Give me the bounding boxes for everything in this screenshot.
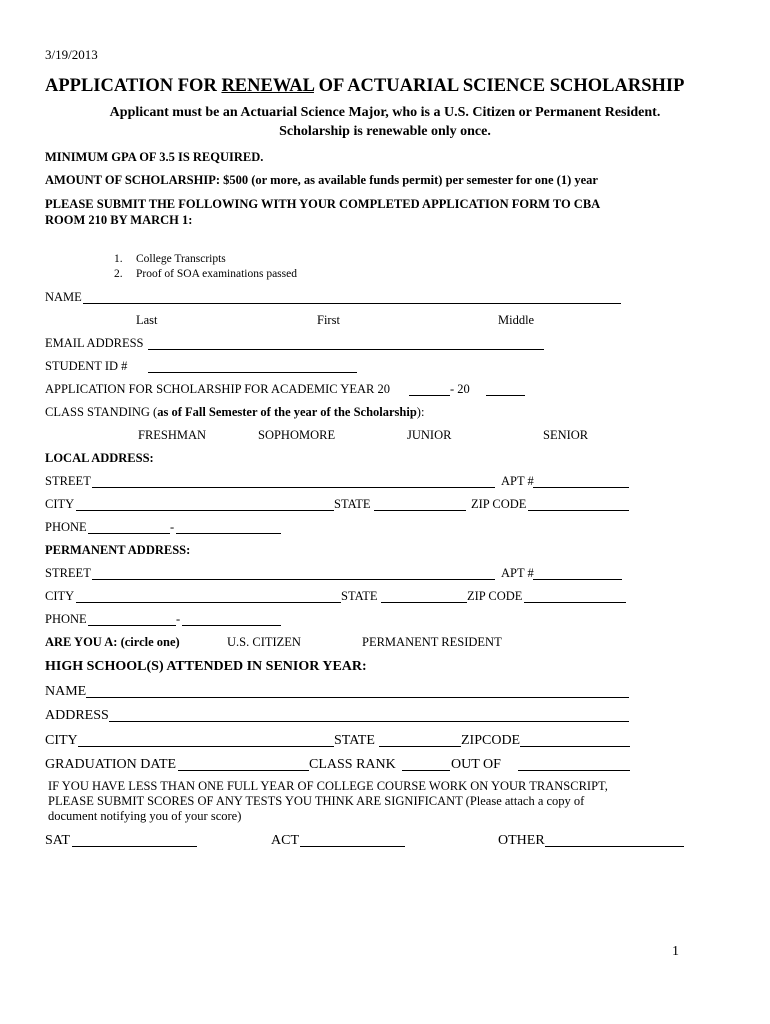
name-field[interactable] [83, 303, 621, 304]
academic-year-end-field[interactable] [486, 395, 525, 396]
hs-address-label: ADDRESS [45, 708, 109, 723]
hs-city-field[interactable] [78, 746, 334, 747]
other-score-field[interactable] [545, 846, 684, 847]
out-of-label: OUT OF [451, 757, 501, 772]
form-title: APPLICATION FOR RENEWAL OF ACTUARIAL SCIENCE SCHOLARSHIP [45, 76, 685, 96]
form-date: 3/19/2013 [45, 47, 98, 62]
class-rank-field[interactable] [402, 770, 450, 771]
permanent-state-label: STATE [341, 589, 378, 603]
submit-instructions-line2: ROOM 210 BY MARCH 1: [45, 213, 193, 227]
renewable-note: Scholarship is renewable only once. [279, 124, 491, 139]
permanent-phone-label: PHONE [45, 612, 87, 626]
high-school-heading: HIGH SCHOOL(S) ATTENDED IN SENIOR YEAR: [45, 659, 367, 674]
act-label: ACT [271, 833, 299, 848]
student-id-field[interactable] [148, 372, 357, 373]
local-state-field[interactable] [374, 510, 466, 511]
email-label: EMAIL ADDRESS [45, 336, 144, 350]
local-zip-label: ZIP CODE [471, 497, 527, 511]
name-label: NAME [45, 290, 82, 304]
hs-state-field[interactable] [379, 746, 461, 747]
submit-instructions-line1: PLEASE SUBMIT THE FOLLOWING WITH YOUR COMPLETED APPLICATION FORM TO CBA [45, 197, 601, 211]
other-label: OTHER [498, 833, 545, 848]
class-rank-label: CLASS RANK [309, 757, 396, 772]
graduation-date-label: GRADUATION DATE [45, 757, 177, 772]
min-gpa-requirement: MINIMUM GPA OF 3.5 IS REQUIRED. [45, 150, 264, 164]
permanent-street-field[interactable] [92, 579, 495, 580]
permanent-phone-area-field[interactable] [88, 625, 176, 626]
local-phone-dash: - [170, 520, 175, 534]
hs-zipcode-label: ZIPCODE [461, 733, 521, 748]
scholarship-amount: AMOUNT OF SCHOLARSHIP: $500 (or more, as available funds permit) per semester for one (1) year [45, 173, 598, 187]
local-address-heading: LOCAL ADDRESS: [45, 451, 154, 465]
permanent-zip-field[interactable] [524, 602, 626, 603]
local-street-label: STREET [45, 474, 91, 488]
permanent-address-heading: PERMANENT ADDRESS: [45, 543, 191, 557]
eligibility-note: Applicant must be an Actuarial Science Major, who is a U.S. Citizen or Permanent Resident. [109, 105, 661, 120]
local-phone-area-field[interactable] [88, 533, 170, 534]
act-score-field[interactable] [300, 846, 405, 847]
name-last-label: Last [136, 313, 158, 327]
academic-year-start-field[interactable] [409, 395, 450, 396]
name-first-label: First [317, 313, 340, 327]
permanent-street-label: STREET [45, 566, 91, 580]
local-apt-field[interactable] [533, 487, 629, 488]
local-phone-number-field[interactable] [176, 533, 281, 534]
requirement-number-1: 1. [114, 253, 123, 265]
requirement-number-2: 2. [114, 268, 123, 280]
citizenship-option-us-citizen[interactable]: U.S. CITIZEN [227, 635, 301, 649]
sat-score-field[interactable] [72, 846, 197, 847]
hs-name-label: NAME [45, 684, 87, 699]
permanent-zip-label: ZIP CODE [467, 589, 523, 603]
local-phone-label: PHONE [45, 520, 87, 534]
student-id-label: STUDENT ID # [45, 359, 128, 373]
local-street-field[interactable] [92, 487, 495, 488]
class-standing-label: CLASS STANDING (as of Fall Semester of the year of the Scholarship): [45, 405, 425, 419]
email-field[interactable] [148, 349, 544, 350]
permanent-phone-dash: - [176, 612, 181, 626]
requirement-transcripts: College Transcripts [136, 253, 226, 265]
permanent-state-field[interactable] [381, 602, 467, 603]
graduation-date-field[interactable] [178, 770, 309, 771]
hs-city-label: CITY [45, 733, 78, 748]
permanent-city-label: CITY [45, 589, 75, 603]
tests-note-line1: IF YOU HAVE LESS THAN ONE FULL YEAR OF COLLEGE COURSE WORK ON YOUR TRANSCRIPT, [48, 779, 608, 793]
standing-option-freshman[interactable]: FRESHMAN [138, 428, 207, 442]
standing-option-senior[interactable]: SENIOR [543, 428, 589, 442]
tests-note-line2: PLEASE SUBMIT SCORES OF ANY TESTS YOU THINK ARE SIGNIFICANT (Please attach a copy of [48, 794, 585, 808]
standing-option-sophomore[interactable]: SOPHOMORE [258, 428, 336, 442]
hs-address-field[interactable] [109, 721, 629, 722]
out-of-field[interactable] [518, 770, 630, 771]
permanent-city-field[interactable] [76, 602, 341, 603]
citizenship-option-permanent-resident[interactable]: PERMANENT RESIDENT [362, 635, 502, 649]
local-apt-label: APT # [501, 474, 534, 488]
hs-name-field[interactable] [86, 697, 629, 698]
page-number: 1 [672, 944, 679, 959]
permanent-apt-field[interactable] [533, 579, 622, 580]
permanent-apt-label: APT # [501, 566, 534, 580]
citizenship-label: ARE YOU A: (circle one) [45, 635, 180, 649]
tests-note-line3: document notifying you of your score) [48, 809, 242, 823]
title-renewal-emphasis: RENEWAL [221, 76, 314, 96]
local-city-field[interactable] [76, 510, 334, 511]
academic-year-label: APPLICATION FOR SCHOLARSHIP FOR ACADEMIC YEAR 20 [45, 382, 390, 396]
requirement-soa-exams: Proof of SOA examinations passed [136, 268, 297, 280]
hs-state-label: STATE [334, 733, 375, 748]
local-state-label: STATE [334, 497, 371, 511]
local-zip-field[interactable] [528, 510, 629, 511]
hs-zipcode-field[interactable] [520, 746, 630, 747]
permanent-phone-number-field[interactable] [182, 625, 281, 626]
academic-year-separator: - 20 [450, 382, 470, 396]
sat-label: SAT [45, 833, 70, 848]
name-middle-label: Middle [498, 313, 535, 327]
standing-option-junior[interactable]: JUNIOR [407, 428, 452, 442]
local-city-label: CITY [45, 497, 75, 511]
